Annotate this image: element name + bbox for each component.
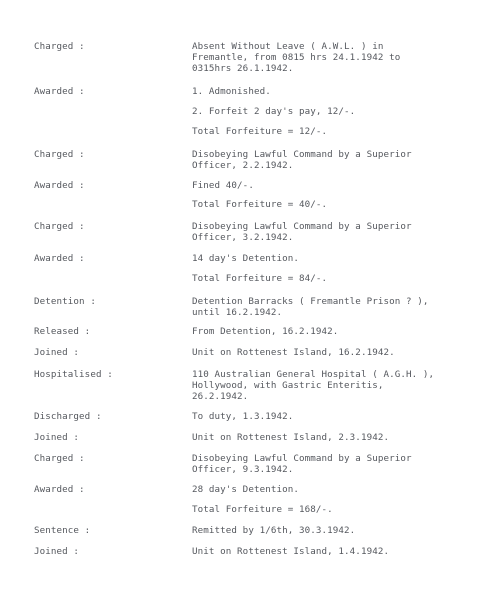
entry-label: Detention :: [34, 296, 96, 307]
entry-value: Disobeying Lawful Command by a Superior Officer, 2.2.1942.: [192, 149, 412, 171]
entry-label: Charged :: [34, 149, 85, 160]
entry-value: Absent Without Leave ( A.W.L. ) in Fremantle, from 0815 hrs 24.1.1942 to 0315hrs 26.1.1942.: [192, 41, 401, 74]
entry-label: Charged :: [34, 453, 85, 464]
entry-value: Unit on Rottenest Island, 1.4.1942.: [192, 546, 390, 557]
entry-value: 14 day's Detention.: [192, 253, 299, 264]
entry-value: Unit on Rottenest Island, 2.3.1942.: [192, 432, 390, 443]
entry-label: Released :: [34, 326, 91, 337]
entry-label: Awarded :: [34, 180, 85, 191]
entry-value: 2. Forfeit 2 day's pay, 12/-.: [192, 106, 356, 117]
entry-value: Disobeying Lawful Command by a Superior Officer, 3.2.1942.: [192, 221, 412, 243]
entry-value: To duty, 1.3.1942.: [192, 411, 294, 422]
entry-label: Awarded :: [34, 86, 85, 97]
entry-value: Remitted by 1/6th, 30.3.1942.: [192, 525, 356, 536]
entry-label: Joined :: [34, 432, 80, 443]
entry-value: Detention Barracks ( Fremantle Prison ? ), until 16.2.1942.: [192, 296, 429, 318]
entry-label: Awarded :: [34, 484, 85, 495]
entry-label: Sentence :: [34, 525, 91, 536]
entry-value: 1. Admonished.: [192, 86, 271, 97]
entry-label: Charged :: [34, 41, 85, 52]
entry-label: Joined :: [34, 546, 80, 557]
entry-value: From Detention, 16.2.1942.: [192, 326, 339, 337]
entry-label: Joined :: [34, 347, 80, 358]
entry-value: 28 day's Detention.: [192, 484, 299, 495]
entry-value: Total Forfeiture = 12/-.: [192, 126, 328, 137]
entry-label: Hospitalised :: [34, 369, 113, 380]
entry-value: Fined 40/-.: [192, 180, 254, 191]
entry-value: Total Forfeiture = 168/-.: [192, 504, 333, 515]
entry-value: Unit on Rottenest Island, 16.2.1942.: [192, 347, 395, 358]
entry-value: Disobeying Lawful Command by a Superior Officer, 9.3.1942.: [192, 453, 412, 475]
entry-value: 110 Australian General Hospital ( A.G.H. ), Hollywood, with Gastric Enteritis, 26.2.1942.: [192, 369, 435, 402]
entry-value: Total Forfeiture = 84/-.: [192, 273, 328, 284]
entry-label: Discharged :: [34, 411, 102, 422]
entry-label: Charged :: [34, 221, 85, 232]
entry-label: Awarded :: [34, 253, 85, 264]
entry-value: Total Forfeiture = 40/-.: [192, 199, 328, 210]
